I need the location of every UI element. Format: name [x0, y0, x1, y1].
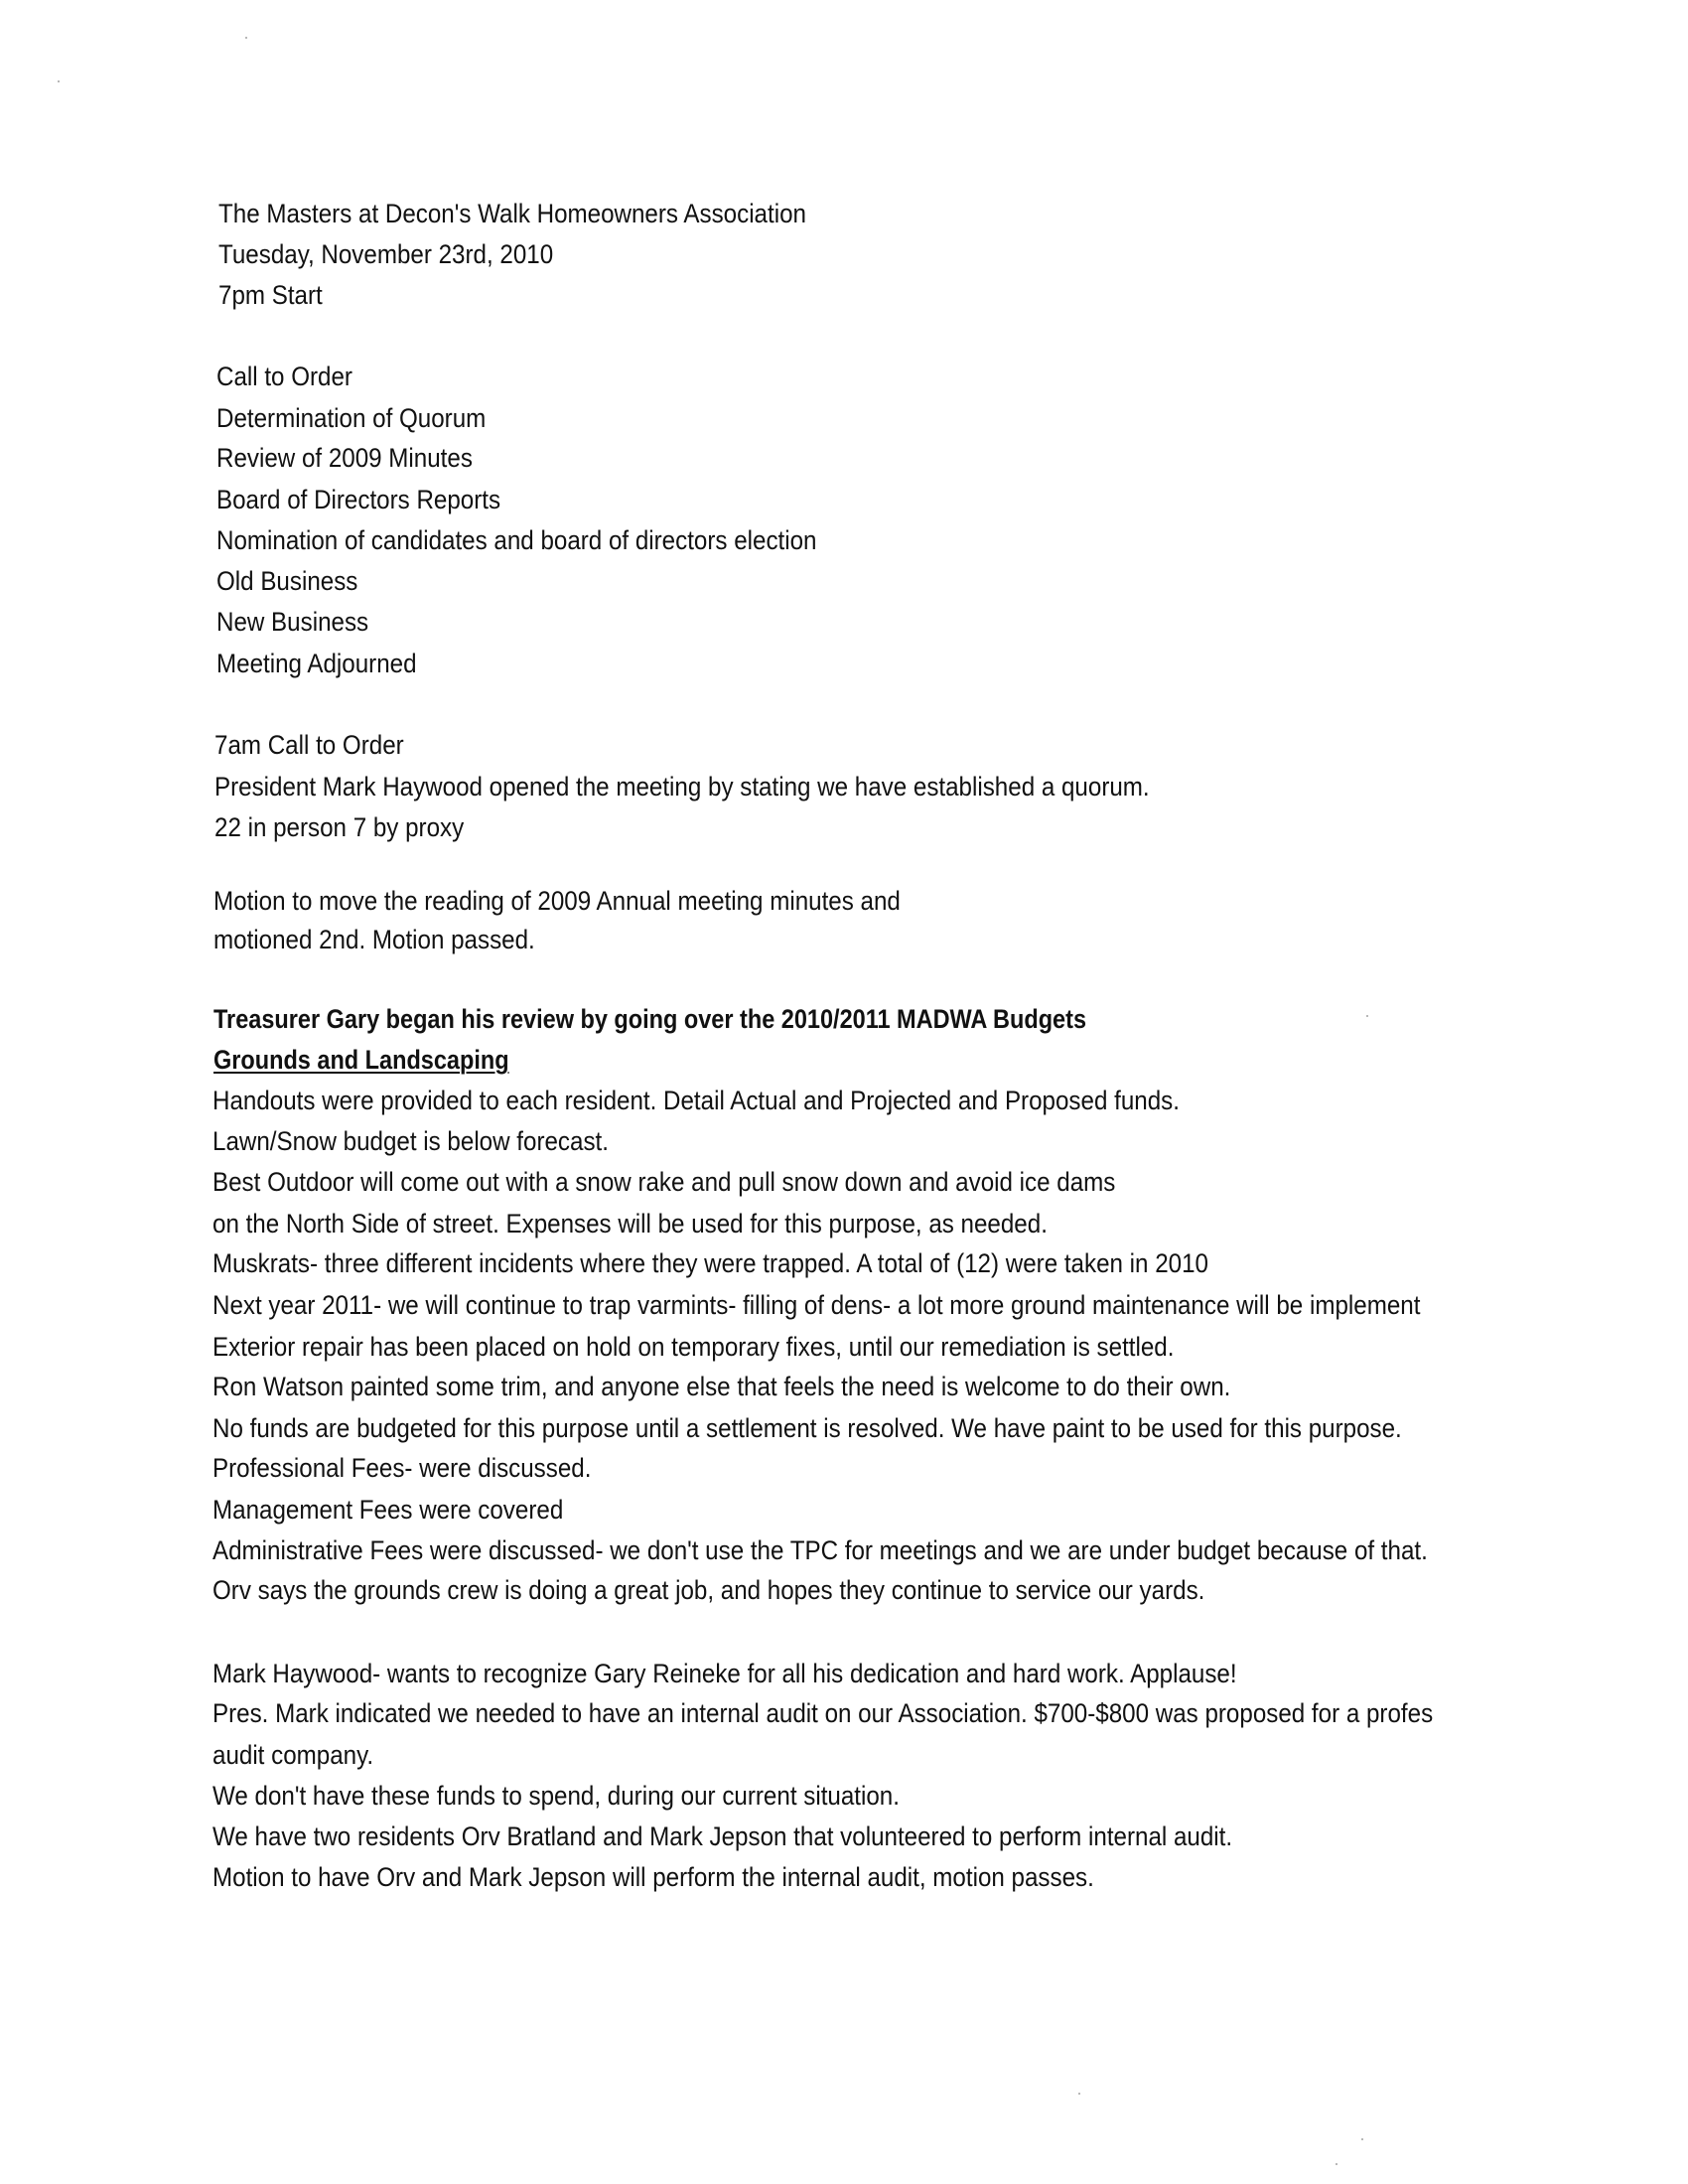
scan-speck [58, 80, 60, 82]
agenda-item: Old Business [216, 566, 358, 596]
minutes-line: Professional Fees- were discussed. [212, 1453, 592, 1483]
section-subheading: Grounds and Landscaping [213, 1045, 509, 1075]
agenda-item: Nomination of candidates and board of directors election [216, 525, 817, 555]
minutes-line: on the North Side of street. Expenses will be used for this purpose, as needed. [212, 1209, 1048, 1238]
minutes-line: audit company. [212, 1740, 374, 1770]
agenda-item: Call to Order [216, 362, 352, 391]
agenda-item: New Business [216, 607, 369, 637]
minutes-line: Handouts were provided to each resident. Detail Actual and Projected and Proposed funds. [212, 1086, 1180, 1115]
scan-speck [1336, 2163, 1337, 2165]
minutes-line: 22 in person 7 by proxy [214, 812, 465, 842]
minutes-line: Muskrats- three different incidents where they were trapped. A total of (12) were taken in 2010 [212, 1248, 1208, 1278]
minutes-line: Management Fees were covered [212, 1495, 564, 1525]
minutes-line: 7am Call to Order [214, 730, 404, 760]
meeting-date: Tuesday, November 23rd, 2010 [218, 239, 554, 269]
minutes-line: Best Outdoor will come out with a snow rake and pull snow down and avoid ice dams [212, 1167, 1116, 1197]
organization-title: The Masters at Decon's Walk Homeowners Association [218, 199, 806, 228]
scan-speck [1078, 2093, 1080, 2095]
minutes-line: motioned 2nd. Motion passed. [213, 925, 535, 954]
section-heading: Treasurer Gary began his review by going over the 2010/2011 MADWA Budgets [213, 1004, 1087, 1034]
scan-speck [245, 37, 247, 39]
agenda-item: Review of 2009 Minutes [216, 443, 473, 473]
scan-speck [1361, 2138, 1363, 2140]
agenda-item: Meeting Adjourned [216, 649, 417, 678]
agenda-item: Determination of Quorum [216, 403, 487, 433]
minutes-line: President Mark Haywood opened the meeting by stating we have established a quorum. [214, 772, 1150, 801]
minutes-line: We don't have these funds to spend, during our current situation. [212, 1781, 900, 1811]
minutes-line: Motion to have Orv and Mark Jepson will perform the internal audit, motion passes. [212, 1862, 1094, 1892]
minutes-line: Motion to move the reading of 2009 Annual meeting minutes and [213, 886, 901, 916]
meeting-start-time: 7pm Start [218, 280, 323, 310]
minutes-line: Administrative Fees were discussed- we don't use the TPC for meetings and we are under budget because of that. [212, 1535, 1428, 1565]
minutes-line: Lawn/Snow budget is below forecast. [212, 1126, 609, 1156]
agenda-item: Board of Directors Reports [216, 485, 501, 514]
minutes-line: Mark Haywood- wants to recognize Gary Reineke for all his dedication and hard work. Applause! [212, 1659, 1237, 1688]
scan-speck [1366, 1015, 1368, 1017]
minutes-line: Orv says the grounds crew is doing a great job, and hopes they continue to service our yards. [212, 1575, 1205, 1605]
minutes-line: Next year 2011- we will continue to trap varmints- filling of dens- a lot more ground maintenance will be implement [212, 1290, 1421, 1320]
minutes-line: Pres. Mark indicated we needed to have an internal audit on our Association. $700-$800 was proposed for a profes [212, 1698, 1434, 1728]
minutes-line: No funds are budgeted for this purpose until a settlement is resolved. We have paint to be used for this purpose. [212, 1413, 1402, 1443]
minutes-line: Ron Watson painted some trim, and anyone else that feels the need is welcome to do their own. [212, 1372, 1231, 1401]
minutes-line: Exterior repair has been placed on hold on temporary fixes, until our remediation is settled. [212, 1332, 1175, 1362]
minutes-line: We have two residents Orv Bratland and Mark Jepson that volunteered to perform internal audit. [212, 1821, 1233, 1851]
